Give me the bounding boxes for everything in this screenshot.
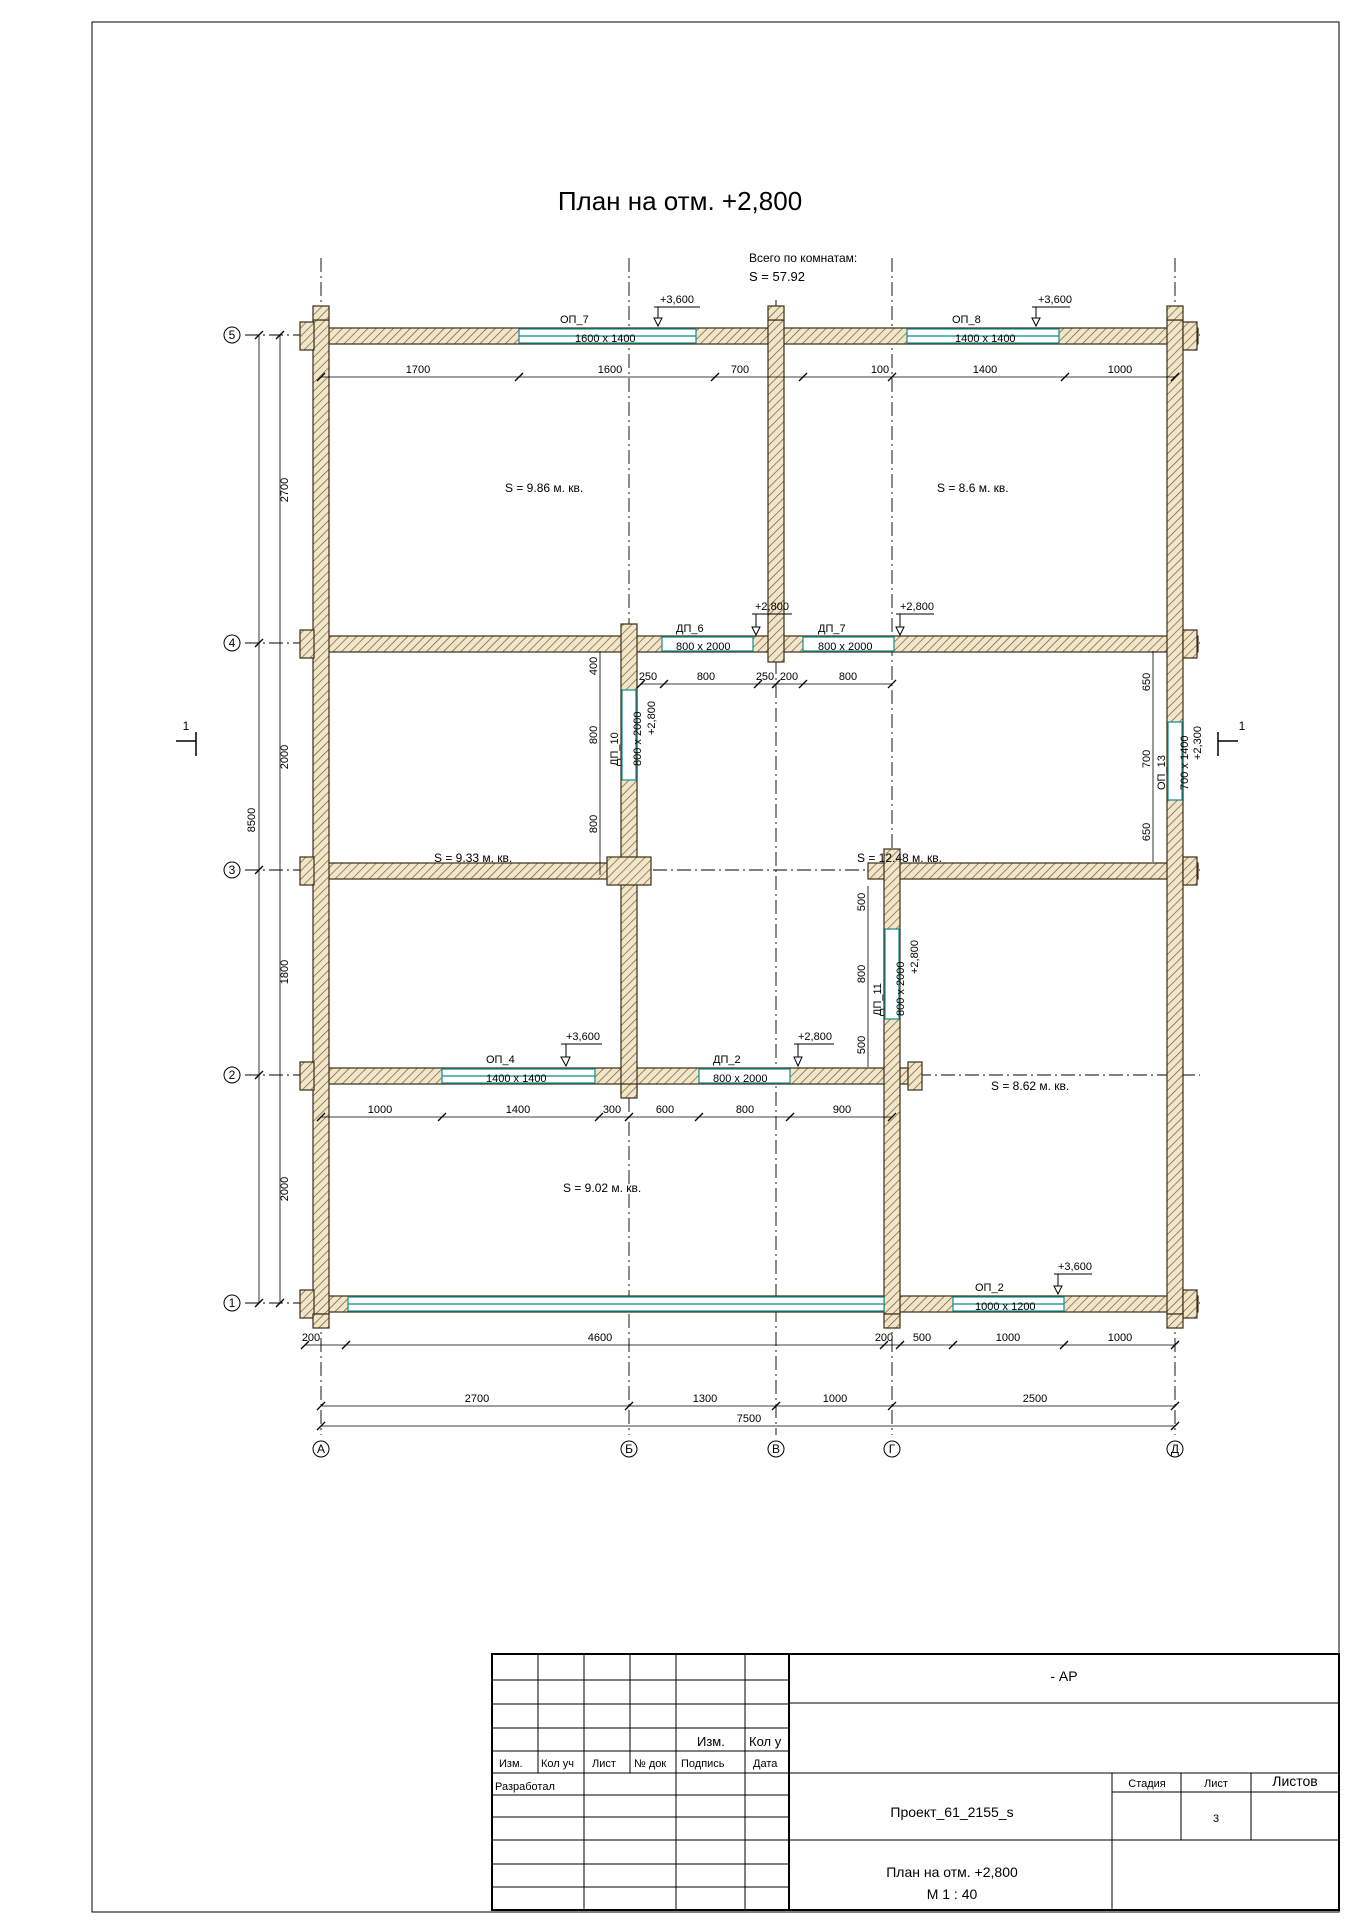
tb-header-list: Лист	[592, 1758, 616, 1770]
dim-dp10-1: 400	[588, 656, 600, 676]
opening-mark-op7: ОП_7	[560, 314, 589, 326]
axis-bubble-B	[621, 1441, 637, 1457]
dim-left-4: 2000	[279, 1176, 291, 1202]
dim-bottom-6: 1000	[1107, 1332, 1133, 1344]
tb-sheet-label: Лист	[1204, 1778, 1228, 1790]
tb-header-ndoc: № док	[634, 1758, 667, 1770]
svg-text:1: 1	[228, 1296, 236, 1310]
opening-size-dp2: 800 x 2000	[713, 1073, 768, 1085]
opening-size-op8: 1400 x 1400	[955, 333, 1016, 345]
room-area-4: S = 12.48 м. кв.	[857, 851, 942, 865]
opening-level-op4: +3,600	[566, 1031, 600, 1043]
opening-size-dp11: 800 x 2000	[895, 961, 907, 1016]
opening-size-dp10: 800 x 2000	[632, 711, 644, 766]
svg-text:Б: Б	[625, 1442, 633, 1456]
dim-top-6: 1000	[1107, 364, 1133, 376]
dim-top-4: 100	[870, 364, 890, 376]
dim-axis-4: 2500	[1022, 1393, 1048, 1405]
opening-mark-dp2: ДП_2	[713, 1054, 741, 1066]
opening-mark-dp7: ДП_7	[818, 623, 846, 635]
axis-bubble-G	[884, 1441, 900, 1457]
opening-level-op2: +3,600	[1058, 1261, 1092, 1273]
opening-mark-op8: ОП_8	[952, 314, 981, 326]
tb-scale: М 1 : 40	[926, 1886, 978, 1902]
dim-row4-2: 800	[696, 671, 716, 683]
dim-dp11-2: 800	[856, 964, 868, 984]
axis-bubble-D	[1167, 1441, 1183, 1457]
opening-mark-dp10: ДП_10	[609, 732, 621, 766]
opening-mark-dp6: ДП_6	[676, 623, 704, 635]
dim-op13-3: 650	[1141, 822, 1153, 842]
opening-mark-op2: ОП_2	[975, 1282, 1004, 1294]
axis-bubble-1	[224, 1295, 240, 1311]
tb-project: Проект_61_2155_s	[890, 1804, 1014, 1820]
svg-text:2: 2	[228, 1068, 236, 1082]
dim-bottom-4: 500	[912, 1332, 932, 1344]
opening-level-dp2: +2,800	[798, 1031, 832, 1043]
room-labels	[434, 481, 1069, 1195]
dim-row2-4: 600	[655, 1104, 675, 1116]
dim-row2-2: 1400	[505, 1104, 531, 1116]
dim-dp10-2: 800	[588, 725, 600, 745]
dim-bottom-1: 200	[301, 1332, 321, 1344]
tb-sheets-label: Листов	[1272, 1773, 1318, 1789]
tb-sheet-no: 3	[1212, 1813, 1220, 1825]
tb-header-sign: Подпись	[681, 1758, 725, 1770]
svg-text:3: 3	[228, 863, 236, 877]
dim-row2-6: 900	[832, 1104, 852, 1116]
opening-size-dp7: 800 x 2000	[818, 641, 873, 653]
axis-bubble-4	[224, 635, 240, 651]
tb-header-kolu: Кол уч	[541, 1758, 574, 1770]
level-markers	[561, 307, 1092, 1294]
dim-bottom-2: 4600	[587, 1332, 613, 1344]
dim-left-2: 2000	[279, 744, 291, 770]
room-area-5: S = 8.62 м. кв.	[991, 1079, 1070, 1093]
dim-top-3: 700	[730, 364, 750, 376]
svg-text:Г: Г	[888, 1442, 896, 1456]
dim-axis-3: 1000	[822, 1393, 848, 1405]
opening-level-dp11: +2,800	[909, 940, 921, 974]
dim-row2-3: 300	[602, 1104, 622, 1116]
axis-lines	[245, 258, 1200, 1435]
dim-dp11-3: 500	[856, 1035, 868, 1055]
dim-op13-1: 650	[1141, 672, 1153, 692]
tb-code: - АР	[1050, 1668, 1078, 1684]
section-marks	[176, 732, 1238, 756]
dim-row4-1: 250	[638, 671, 658, 683]
opening-mark-op13: ОП_13	[1156, 755, 1168, 790]
svg-text:А: А	[316, 1442, 326, 1456]
rooms-total-label: Всего по комнатам:	[749, 251, 858, 265]
dim-axis-2: 1300	[692, 1393, 718, 1405]
opening-mark-op4: ОП_4	[486, 1054, 515, 1066]
dim-top-1: 1700	[405, 364, 431, 376]
opening-size-op2: 1000 x 1200	[975, 1301, 1036, 1313]
dim-top-5: 1400	[972, 364, 998, 376]
axis-bubble-3	[224, 862, 240, 878]
svg-text:4: 4	[228, 636, 236, 650]
dimension-lines	[259, 335, 1175, 1426]
dim-row2-1: 1000	[367, 1104, 393, 1116]
tb-header-date: Дата	[753, 1758, 778, 1770]
opening-size-op7: 1600 x 1400	[575, 333, 636, 345]
tb-header-izm: Изм.	[499, 1758, 523, 1770]
tb-developer: Разработал	[495, 1781, 555, 1793]
axis-bubble-5	[224, 327, 240, 343]
svg-text:В: В	[771, 1442, 781, 1456]
dim-row4-4: 200	[779, 671, 799, 683]
opening-level-dp10: +2,800	[646, 701, 658, 735]
dimension-texts	[246, 364, 1153, 1425]
opening-size-dp6: 800 x 2000	[676, 641, 731, 653]
dim-row4-3: 250	[755, 671, 775, 683]
plan-title: План на отм. +2,800	[557, 186, 803, 216]
tb-stage-label: Стадия	[1128, 1778, 1166, 1790]
openings	[348, 329, 1182, 1311]
axis-bubble-V	[768, 1441, 784, 1457]
opening-level-op7: +3,600	[660, 294, 694, 306]
log-walls	[300, 306, 1198, 1328]
room-area-3: S = 9.33 м. кв.	[434, 851, 513, 865]
opening-size-op4: 1400 x 1400	[486, 1073, 547, 1085]
opening-level-dp6: +2,800	[755, 601, 789, 613]
dim-left-3: 1800	[279, 959, 291, 985]
tb-kolu-cell: Кол у	[749, 1734, 782, 1749]
dim-bottom-3: 200	[874, 1332, 894, 1344]
rooms-total-value: S = 57.92	[749, 269, 806, 284]
axis-markers	[224, 327, 1183, 1457]
dim-axis-1: 2700	[464, 1393, 490, 1405]
dim-left-1: 2700	[279, 477, 291, 503]
dim-dp10-3: 800	[588, 814, 600, 834]
dimension-ticks	[255, 331, 1179, 1430]
opening-level-op8: +3,600	[1038, 294, 1072, 306]
dim-top-2: 1600	[597, 364, 623, 376]
room-area-1: S = 9.86 м. кв.	[505, 481, 584, 495]
tb-izm-cell: Изм.	[697, 1734, 725, 1749]
dim-overall: 7500	[736, 1413, 762, 1425]
dim-dp11-1: 500	[856, 892, 868, 912]
svg-text:5: 5	[228, 328, 236, 342]
svg-text:Д: Д	[1170, 1442, 1180, 1456]
tb-sheet-title: План на отм. +2,800	[886, 1864, 1018, 1880]
opening-labels	[486, 294, 1204, 1313]
dim-left-overall: 8500	[246, 807, 258, 833]
opening-size-op13: 700 x 1400	[1179, 735, 1191, 790]
axis-bubble-2	[224, 1067, 240, 1083]
opening-level-op13: +2,300	[1192, 726, 1204, 760]
dim-bottom-5: 1000	[995, 1332, 1021, 1344]
dim-row4-5: 800	[838, 671, 858, 683]
section-mark-right: 1	[1238, 719, 1246, 733]
dim-op13-2: 700	[1141, 749, 1153, 769]
dim-row2-5: 800	[735, 1104, 755, 1116]
axis-bubble-A	[313, 1441, 329, 1457]
room-area-6: S = 9.02 м. кв.	[563, 1181, 642, 1195]
opening-mark-dp11: ДП_11	[872, 983, 884, 1016]
opening-level-dp7: +2,800	[900, 601, 934, 613]
room-area-2: S = 8.6 м. кв.	[937, 481, 1009, 495]
section-mark-left: 1	[182, 719, 190, 733]
